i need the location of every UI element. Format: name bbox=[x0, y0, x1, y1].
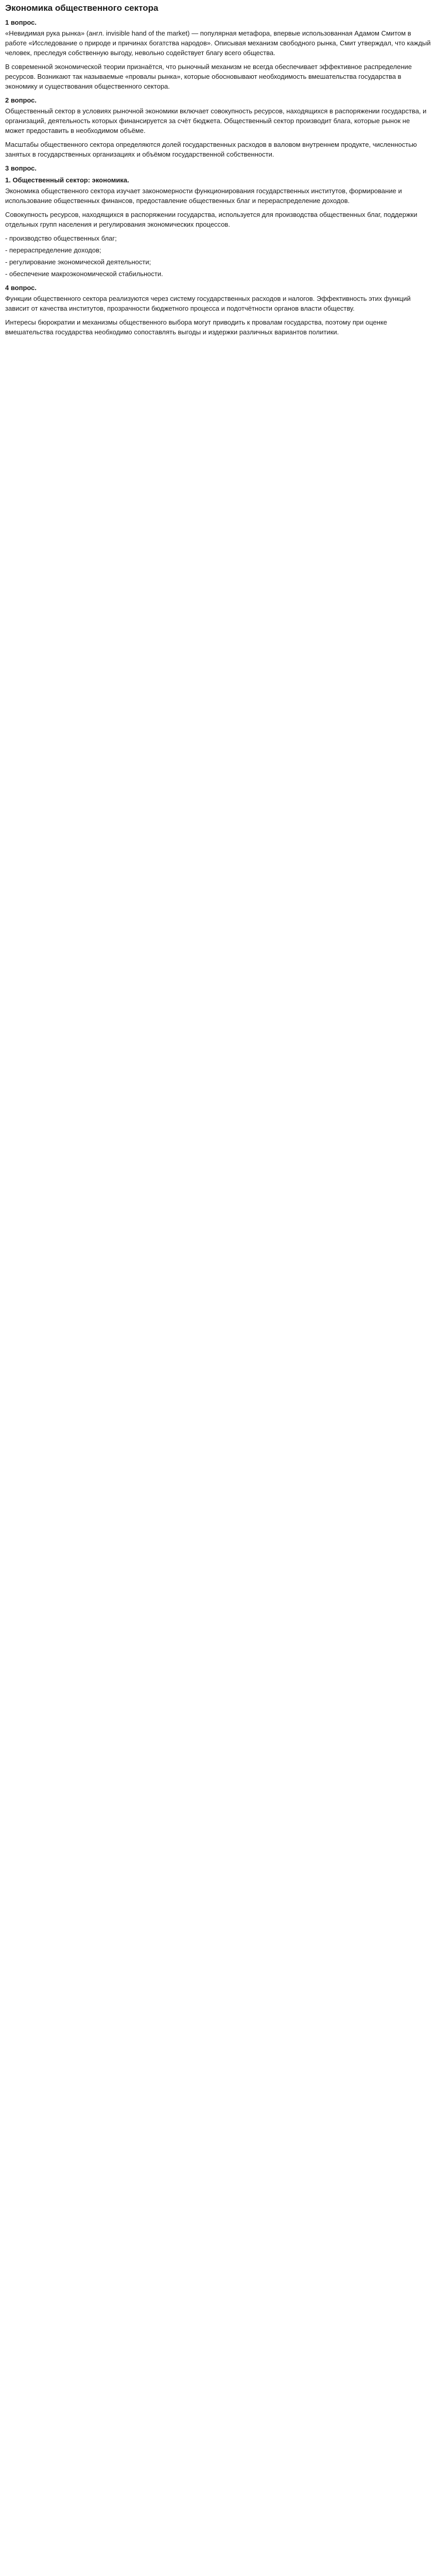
section-heading: 1 вопрос. bbox=[5, 19, 37, 26]
section-2 bbox=[5, 96, 431, 159]
section-heading: 3 вопрос. bbox=[5, 164, 37, 172]
paragraph: Экономика общественного сектора изучает закономерности функционирования государственных институтов, формирование и использование общественных финансов, предоставление общественных благ и перераспределение доходов. bbox=[5, 187, 402, 205]
paragraph: Функции общественного сектора реализуются через систему государственных расходов и налогов. Эффективность этих функций зависит от качества институтов, прозрачности бюджетного процесса и подотчётности органов власти обществу. bbox=[5, 295, 411, 312]
section-4 bbox=[5, 284, 431, 337]
section-subheading: 1. Общественный сектор: экономика. bbox=[5, 176, 129, 184]
paragraph: Общественный сектор в условиях рыночной экономики включает совокупность ресурсов, находящихся в распоряжении государства, и организаций, деятельность которых финансируется за счёт бюджета. Общественный сектор производит блага, которые рынок не может предоставить в необходимом объёме. bbox=[5, 107, 427, 134]
section-heading: 4 вопрос. bbox=[5, 284, 37, 292]
paragraph: Совокупность ресурсов, находящихся в распоряжении государства, используется для производства общественных благ, поддержки отдельных групп населения и регулирования экономических процессов. bbox=[5, 211, 417, 228]
document-page bbox=[0, 0, 436, 353]
list-item: - регулирование экономической деятельности; bbox=[5, 258, 151, 266]
page-title: Экономика общественного сектора bbox=[5, 3, 159, 13]
paragraph: «Невидимая рука рынка» (англ. invisible hand of the market) — популярная метафора, впервые использованная Адамом Смитом в работе «Исследование о природе и причинах богатства народов». Описывая механизм свободного рынка, Смит утверждал, что каждый человек, преследуя собственную выгоду, невольно содействует благу всего общества. bbox=[5, 29, 431, 57]
paragraph: Интересы бюрократии и механизмы общественного выбора могут приводить к провалам государства, поэтому при оценке вмешательства государства необходимо сопоставлять выгоды и издержки различных вариантов политики. bbox=[5, 318, 388, 336]
section-3 bbox=[5, 164, 431, 279]
list-item: - перераспределение доходов; bbox=[5, 246, 101, 254]
section-heading: 2 вопрос. bbox=[5, 96, 37, 104]
bullet-list bbox=[5, 233, 431, 279]
list-item: - производство общественных благ; bbox=[5, 234, 117, 242]
section-1 bbox=[5, 19, 431, 91]
list-item: - обеспечение макроэкономической стабильности. bbox=[5, 270, 163, 278]
paragraph: Масштабы общественного сектора определяются долей государственных расходов в валовом внутреннем продукте, численностью занятых в государственных организациях и объёмом государственной собственности. bbox=[5, 141, 417, 158]
paragraph: В современной экономической теории признаётся, что рыночный механизм не всегда обеспечивает эффективное распределение ресурсов. Возникают так называемые «провалы рынка», которые обосновывают необходимость вмешательства государства в экономику и существования общественного сектора. bbox=[5, 63, 412, 90]
